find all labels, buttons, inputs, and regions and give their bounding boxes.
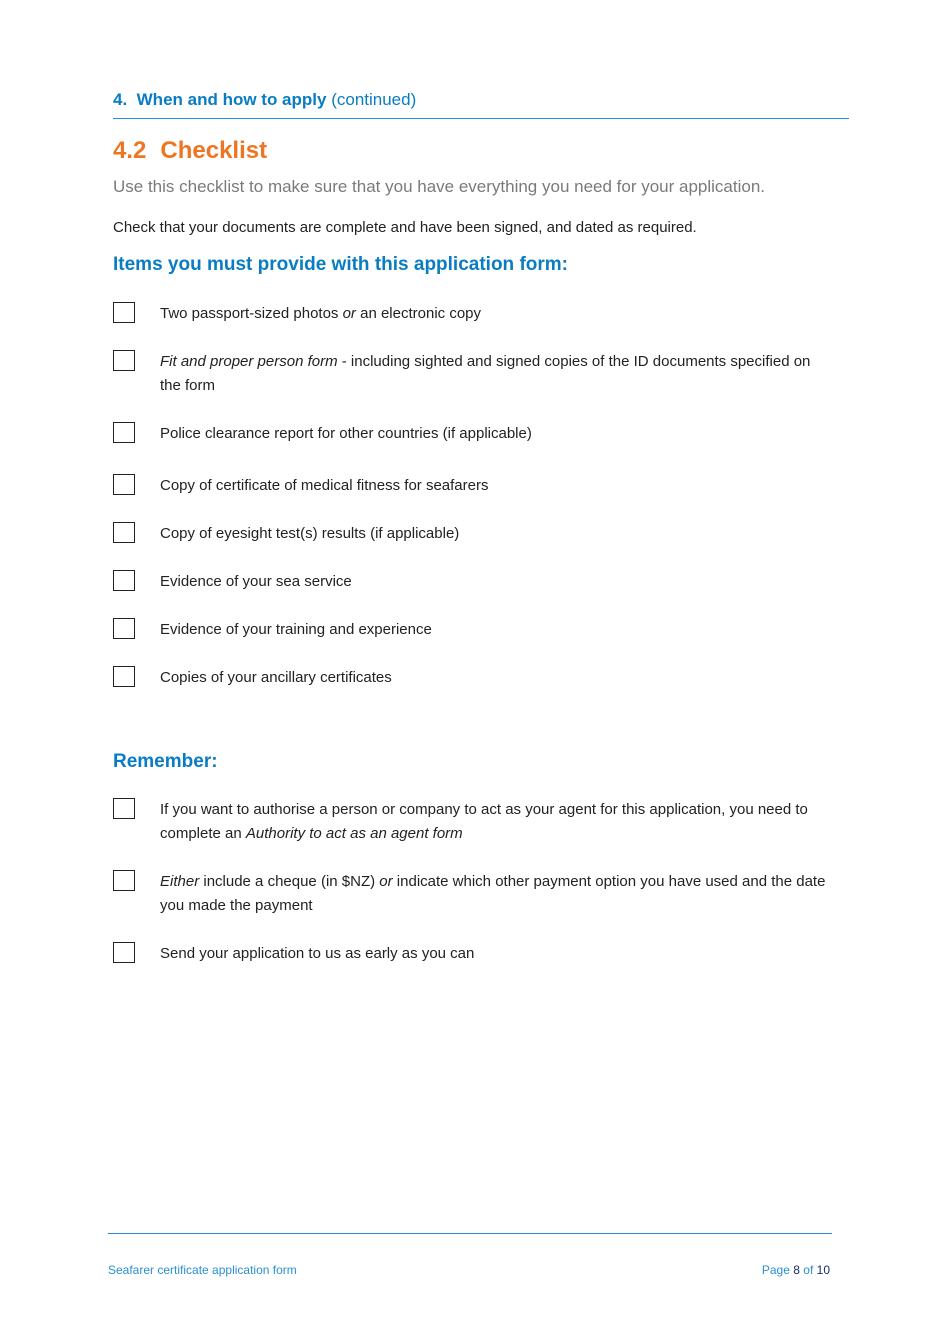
- checkbox-agent[interactable]: [113, 798, 135, 819]
- item-sea-service: Evidence of your sea service: [160, 573, 352, 590]
- item-ancillary: Copies of your ancillary certificates: [160, 669, 392, 686]
- checkbox-payment[interactable]: [113, 870, 135, 891]
- instruction-text: Check that your documents are complete and have been signed, and dated as required.: [113, 219, 697, 236]
- footer-page-number: Page 8 of 10: [761, 1263, 830, 1277]
- item-eyesight: Copy of eyesight test(s) results (if applicable): [160, 525, 460, 542]
- item-photos: Two passport-sized photos or an electronic copy: [160, 305, 482, 322]
- remember-send-early: Send your application to us as early as you can: [160, 945, 475, 962]
- checkbox-sea-service[interactable]: [113, 570, 135, 591]
- section-header: [113, 90, 416, 110]
- footer-form-name: Seafarer certificate application form: [108, 1263, 297, 1277]
- checkbox-fit-proper[interactable]: [113, 350, 135, 371]
- remember-agent: If you want to authorise a person or company to act as your agent for this application, you need to complete an Authority to act as an agent form: [160, 801, 808, 842]
- section-number: 4.: [113, 90, 128, 109]
- remember-heading: Remember:: [113, 751, 218, 772]
- item-training: Evidence of your training and experience: [160, 621, 432, 638]
- section-suffix: (continued): [331, 90, 417, 109]
- page-title-number: 4.2: [113, 137, 147, 164]
- items-heading: Items you must provide with this application form:: [113, 254, 568, 275]
- checkbox-training[interactable]: [113, 618, 135, 639]
- section-title: When and how to apply: [136, 90, 327, 109]
- page-title: [113, 137, 267, 165]
- page-title-text: Checklist: [160, 137, 268, 164]
- footer-divider: [108, 1233, 832, 1234]
- checkbox-send-early[interactable]: [113, 942, 135, 963]
- checkbox-photos[interactable]: [113, 302, 135, 323]
- header-divider: [113, 118, 849, 119]
- checkbox-police-clearance[interactable]: [113, 422, 135, 443]
- item-police-clearance: Police clearance report for other countries (if applicable): [160, 425, 532, 442]
- checkbox-eyesight[interactable]: [113, 522, 135, 543]
- checkbox-medical-fitness[interactable]: [113, 474, 135, 495]
- checkbox-ancillary[interactable]: [113, 666, 135, 687]
- remember-payment: Either include a cheque (in $NZ) or indicate which other payment option you have used and the date you made the payment: [160, 873, 826, 914]
- item-fit-proper: Fit and proper person form - including sighted and signed copies of the ID documents specified on the form: [160, 353, 811, 394]
- intro-text: Use this checklist to make sure that you have everything you need for your application.: [113, 177, 766, 196]
- item-medical-fitness: Copy of certificate of medical fitness for seafarers: [160, 477, 489, 494]
